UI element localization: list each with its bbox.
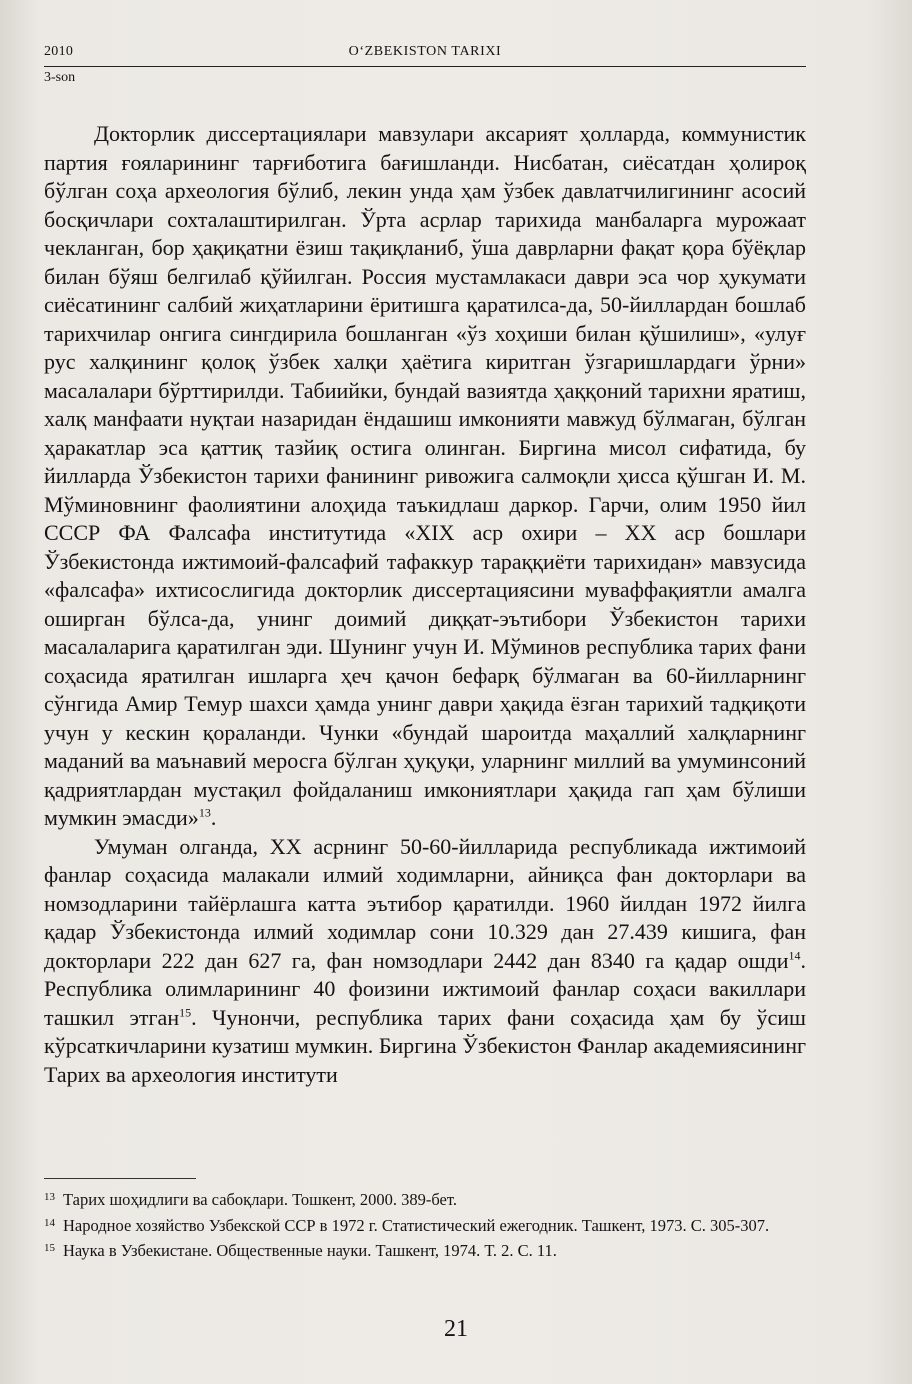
article-body	[44, 120, 806, 1089]
paragraph-2-text-3: . Чунончи, республика тарих фани соҳасида ҳам бу ўсиш кўрсаткичларини кузатиш мумкин. Биргина Ўзбекистон Фанлар академиясининг Тарих ва археология институти	[44, 1004, 807, 1087]
footnotes	[44, 1186, 806, 1263]
header-year: 2010	[44, 44, 74, 59]
footnote-text: Народное хозяйство Узбекской ССР в 1972 г. Статистический ежегодник. Ташкент, 1973. С. 305-307.	[63, 1215, 770, 1235]
footnote-ref-13: 13	[198, 805, 211, 820]
footnote-number: 13	[44, 1191, 55, 1203]
header-journal-title: O‘ZBEKISTON TARIXI	[348, 44, 502, 59]
footnote-number: 14	[44, 1216, 55, 1229]
footnote-15	[44, 1237, 806, 1263]
running-header	[44, 42, 806, 67]
paragraph-1-tail: .	[210, 805, 217, 830]
footnote-number: 15	[44, 1242, 55, 1254]
footnote-text: Наука в Узбекистане. Общественные науки. Ташкент, 1974. Т. 2. С. 11.	[63, 1241, 557, 1260]
paragraph-1	[44, 120, 806, 833]
header-issue: 3-son	[44, 70, 76, 85]
page-number: 21	[444, 1316, 468, 1342]
footnote-14	[44, 1212, 806, 1238]
paragraph-2-text-2: . Республика олимларининг 40 фоизини ижтимоий фанлар соҳаси вакиллари ташкил этган	[44, 947, 806, 1030]
paragraph-2-text: Умуман олганда, XX асрнинг 50-60-йилларида республикада ижтимоий фанлар соҳасида малакали илмий ходимларни, айниқса фан докторлари ва номзодларини тайёрлашга катта эътибор қаратилди. 1960 йилдан 1972 йилга қадар Ўзбекистонда илмий ходимлар сони 10.329 дан 27.439 кишига, фан докторлари 222 дан 627 га, фан номзодлари 2442 дан 8340 га қадар ошди	[44, 833, 806, 973]
footnote-ref-14: 14	[788, 948, 801, 963]
footnote-ref-15: 15	[179, 1005, 192, 1020]
footnote-13	[44, 1186, 806, 1212]
paragraph-2	[44, 833, 806, 1090]
paragraph-1-text: Докторлик диссертациялари мавзулари аксарият ҳолларда, коммунистик партия ғояларининг тарғиботига бағишланди. Нисбатан, сиёсатдан ҳолироқ бўлган соҳа археология бўлиб, лекин унда ҳам ўзбек давлатчилигининг асосий босқичлари сохталаштирилган. Ўрта асрлар тарихида манбаларга мурожаат чекланган, бор ҳақиқатни ёзиш тақиқланиб, ўша даврларни фақат қора бўёқлар билан бўяш белгилаб қўйилган. Россия мустамлакаси даври эса чор ҳукумати сиёсатининг салбий жиҳатларини ёритишга қаратилса-да, 50-йиллардан бошлаб тарихчилар онгига сингдирила бошланган «ўз хоҳиши билан қўшилиш», «улуғ рус халқининг қолоқ ўзбек халқи ҳаётига киритган ўзгаришлардаги ўрни» масалалари бўрттирилди. Табиийки, бундай вазиятда ҳаққоний тарихни яратиш, халқ манфаати нуқтаи назаридан ёндашиш имконияти мавжуд бўлмаган, бўлган ҳаракатлар эса қаттиқ тазйиқ остига олинган. Биргина мисол сифатида, бу йилларда Ўзбекистон тарихи фанининг ривожига салмоқли ҳисса қўшган И. М. Мўминовнинг фаолиятини алоҳида таъкидлаш даркор. Гарчи, олим 1950 йил СССР ФА Фалсафа институтида «XIX аср охири – XX аср бошлари Ўзбекистонда ижтимоий-фалсафий тафаккур тараққиёти тарихидан» мавзусида «фалсафа» ихтисослигида докторлик диссертациясини муваффақиятли амалга оширган бўлса-да, унинг доимий диққат-эътибори Ўзбекистон тарихи масалаларига қаратилган эди. Шунинг учун И. Мўминов республика тарих фани соҳасида яратилган ишларга ҳеч қачон бефарқ бўлмаган ва 60-йилларнинг сўнгида Амир Темур шахси ҳамда унинг даври ҳақида ёзган тарихий тадқиқоти учун у кескин қораланди. Чунки «бундай шароитда маҳаллий халқларнинг маданий ва маънавий меросга бўлган ҳуқуқи, уларнинг миллий ва умуминсоний қадриятлардан мустақил фойдаланиш имкониятлари ҳақида гап ҳам бўлиши мумкин эмасди»	[44, 121, 806, 830]
footnote-text: Тарих шоҳидлиги ва сабоқлари. Тошкент, 2000. 389-бет.	[63, 1190, 457, 1209]
footnote-divider	[44, 1178, 196, 1179]
